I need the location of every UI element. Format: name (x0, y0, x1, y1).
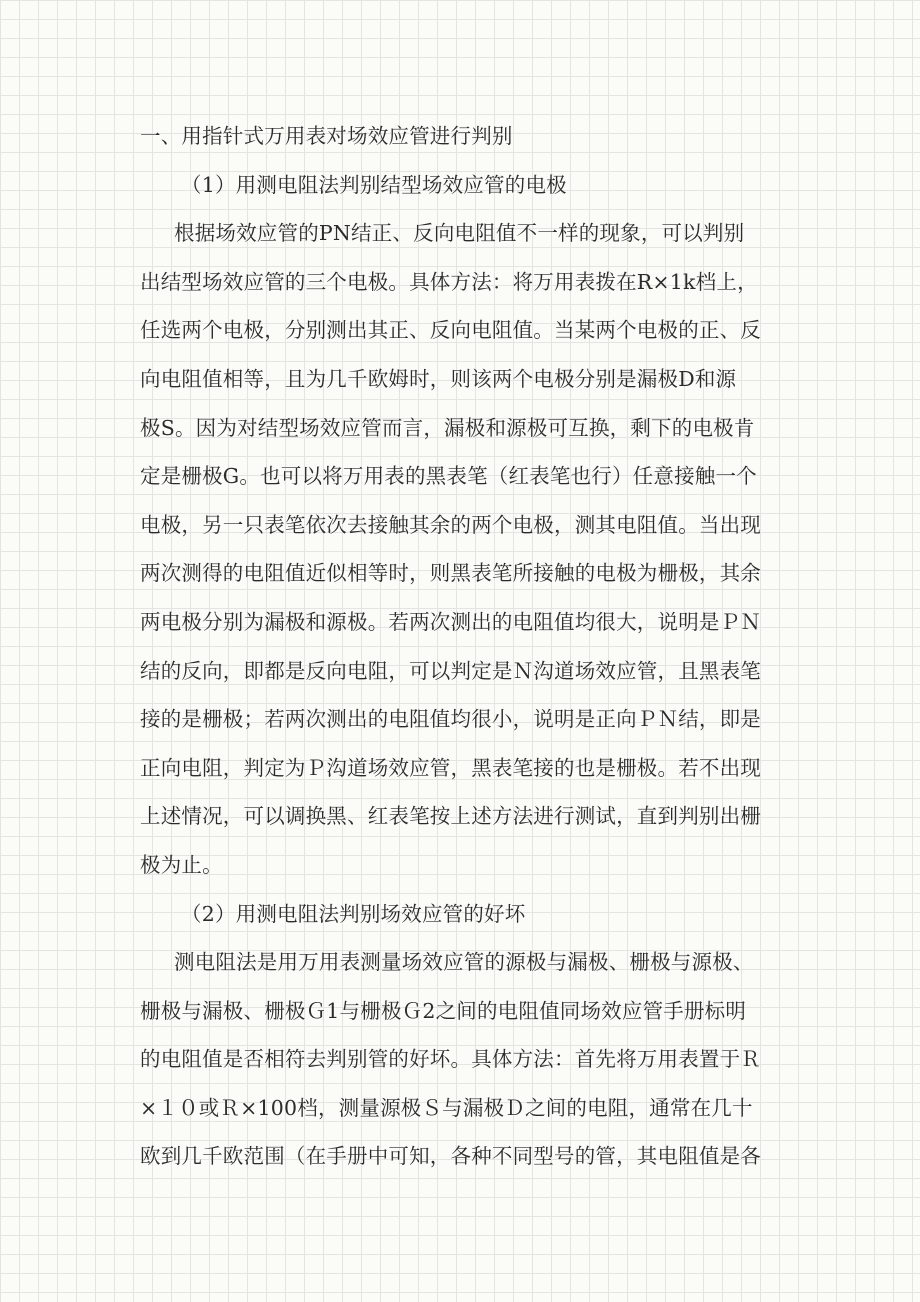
paragraph-line: 接的是栅极；若两次测出的电阻值均很小，说明是正向ＰＮ结，即是 (140, 707, 761, 732)
section-title: 一、用指针式万用表对场效应管进行判别 (140, 124, 513, 148)
paragraph-line: 测电阻法是用万用表测量场效应管的源极与漏极、栅极与源极、 (174, 950, 754, 975)
paragraph-1 (140, 209, 782, 889)
paragraph-line: 电极，另一只表笔依次去接触其余的两个电极，测其电阻值。当出现 (140, 512, 761, 537)
paragraph-line: 两次测得的电阻值近似相等时，则黑表笔所接触的电极为栅极，其余 (140, 561, 761, 586)
paragraph-line: 根据场效应管的PN结正、反向电阻值不一样的现象，可以判别 (174, 221, 745, 246)
paragraph-line: 正向电阻，判定为Ｐ沟道场效应管，黑表笔接的也是栅极。若不出现 (140, 755, 761, 780)
subsection-2-title: （2）用测电阻法判别场效应管的好坏 (181, 901, 526, 926)
paragraph-line: 定是栅极G。也可以将万用表的黑表笔（红表笔也行）任意接触一个 (140, 464, 757, 489)
paragraph-line: ×１０或Ｒ×100档，测量源极Ｓ与漏极Ｄ之间的电阻，通常在几十 (140, 1095, 753, 1120)
paragraph-line: 的电阻值是否相符去判别管的好坏。具体方法：首先将万用表置于Ｒ (140, 1047, 761, 1072)
paragraph-line: 欧到几千欧范围（在手册中可知，各种不同型号的管，其电阻值是各 (140, 1144, 761, 1169)
document-page (140, 112, 782, 1181)
paragraph-line: 出结型场效应管的三个电极。具体方法：将万用表拨在R×1k档上， (140, 269, 758, 294)
paragraph-line: 上述情况，可以调换黑、红表笔按上述方法进行测试，直到判别出栅 (140, 804, 761, 829)
paragraph-line: 向电阻值相等，且为几千欧姆时，则该两个电极分别是漏极D和源 (140, 366, 737, 391)
paragraph-line: 栅极与漏极、栅极Ｇ1与栅极Ｇ2之间的电阻值同场效应管手册标明 (140, 998, 747, 1023)
paragraph-line: 任选两个电极，分别测出其正、反向电阻值。当某两个电极的正、反 (140, 318, 761, 343)
paragraph-line: 结的反向，即都是反向电阻，可以判定是Ｎ沟道场效应管，且黑表笔 (140, 658, 761, 683)
subsection-1-title: （1）用测电阻法判别结型场效应管的电极 (181, 172, 567, 197)
paragraph-line: 极S。因为对结型场效应管而言，漏极和源极可互换，剩下的电极肯 (140, 415, 755, 440)
paragraph-line: 极为止。 (140, 852, 223, 877)
paragraph-line: 两电极分别为漏极和源极。若两次测出的电阻值均很大，说明是ＰＮ (140, 609, 761, 634)
paragraph-2 (140, 938, 782, 1181)
